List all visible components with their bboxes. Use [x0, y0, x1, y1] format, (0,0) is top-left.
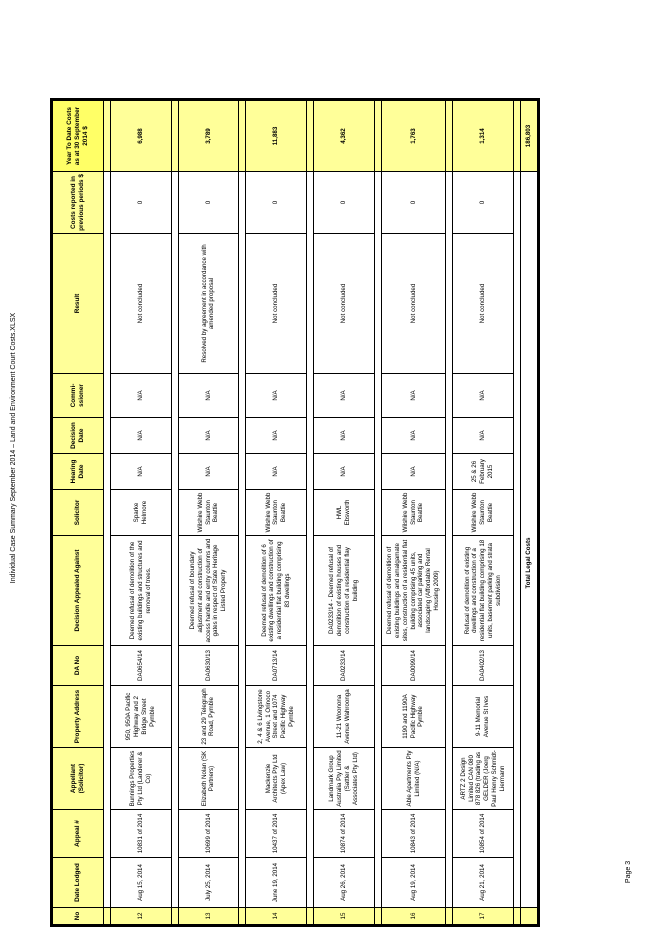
spacer-row	[374, 100, 381, 926]
cell-commissioner: N/A	[110, 374, 171, 418]
cell-ytd: 6,988	[110, 100, 171, 172]
cell-hearing: 25 & 26 February 2015	[453, 454, 514, 490]
cell-da: DA0630/13	[178, 646, 239, 686]
cell-date-lodged: Aug 15, 2014	[110, 858, 171, 908]
spacer-row	[239, 100, 246, 926]
cell-date-lodged: Aug 26, 2014	[313, 858, 374, 908]
cell-commissioner: N/A	[381, 374, 446, 418]
total-label: Total Legal Costs	[525, 537, 533, 589]
cell-appeal: 10831 of 2014	[110, 810, 171, 858]
cell-appeal: 10874 of 2014	[313, 810, 374, 858]
cell-commissioner: N/A	[313, 374, 374, 418]
cell-solicitor: Wilshire Webb Staunton Beattie	[178, 490, 239, 536]
cell-commissioner: N/A	[246, 374, 307, 418]
cell-costs-prev: 0	[178, 172, 239, 234]
cell-commissioner: N/A	[178, 374, 239, 418]
cell-ytd: 4,362	[313, 100, 374, 172]
cell-date-lodged: June 19, 2014	[246, 858, 307, 908]
cell-ytd: 1,314	[453, 100, 514, 172]
cell-appeal: 10843 of 2014	[381, 810, 446, 858]
cell-date-lodged: Aug 19, 2014	[381, 858, 446, 908]
cell-costs-prev: 0	[313, 172, 374, 234]
cell-property: 950, 950A Pacific Highway and 2 Bridge Street Pymble	[110, 686, 171, 748]
cell-date-lodged: July 25, 2014	[178, 858, 239, 908]
cell-decision-date: N/A	[453, 418, 514, 454]
document-title: Individual Case Summary September 2014 – Land and Environment Court Costs.XLSX	[10, 312, 17, 584]
header-decision: Decision Appealed Against	[52, 536, 104, 646]
cell-ytd: 1,763	[381, 100, 446, 172]
cell-no: 14	[246, 908, 307, 926]
spacer-row	[307, 100, 314, 926]
header-property: Property Address	[52, 686, 104, 748]
spacer-row	[171, 100, 178, 926]
cell-appellant: Able Apartments Pty Limited (N/A)	[381, 748, 446, 810]
cell-property: 2, 4 & 6 Livingstone Avenue, 1 Orinoco Street and 1074 Pacific Highway Pymble	[246, 686, 307, 748]
page-number: Page 3	[625, 860, 632, 884]
cell-solicitor: Wilshire Webb Staunton Beattie	[381, 490, 446, 536]
table-row	[381, 100, 446, 926]
total-value: 186,803	[520, 100, 538, 172]
header-solicitor: Solicitor	[52, 490, 104, 536]
cell-decision-date: N/A	[381, 418, 446, 454]
cell-commissioner: N/A	[453, 374, 514, 418]
cell-hearing: N/A	[246, 454, 307, 490]
cell-decision-date: N/A	[246, 418, 307, 454]
cell-da: DA0402/13	[453, 646, 514, 686]
cell-result: Not concluded	[110, 234, 171, 374]
cell-hearing: N/A	[313, 454, 374, 490]
cell-costs-prev: 0	[381, 172, 446, 234]
table-row	[453, 100, 514, 926]
cell-hearing: N/A	[381, 454, 446, 490]
cell-hearing: N/A	[178, 454, 239, 490]
cell-property: 11-21 Woonona Avenue Wahroonga	[313, 686, 374, 748]
cell-appellant: Bunnings Properties Pty Ltd (Landerer & Co)	[110, 748, 171, 810]
header-result: Result	[52, 234, 104, 374]
cell-da: DA0713/14	[246, 646, 307, 686]
cell-decision-date: N/A	[178, 418, 239, 454]
cell-appellant: Mackenzie Architects Pty Ltd (Apex Law)	[246, 748, 307, 810]
header-appellant: Appellant (Solicitor)	[52, 748, 104, 810]
header-hearing-date: Hearing Date	[52, 454, 104, 490]
spacer-row	[446, 100, 453, 926]
cell-decision: Refusal of demolition of existing dwellings and construction of a residential flat building comprising 18 units, basement parking and strata subdivision	[453, 536, 514, 646]
header-appeal: Appeal #	[52, 810, 104, 858]
cell-solicitor: Wilshire Webb Staunton Beattie	[246, 490, 307, 536]
header-row	[52, 100, 104, 926]
header-costs-prev: Costs reported in previous periods $	[52, 172, 104, 234]
cell-solicitor: HWL Ebsworth	[313, 490, 374, 536]
cell-hearing: N/A	[110, 454, 171, 490]
cell-decision: DA0233/14 - Deemed refusal of demolition of existing houses and construction of a residential flay building	[313, 536, 374, 646]
cell-property: 9-11 Memorial Avenue St Ives	[453, 686, 514, 748]
cell-da: DA0654/14	[110, 646, 171, 686]
cell-ytd: 11,883	[246, 100, 307, 172]
cell-costs-prev: 0	[246, 172, 307, 234]
cell-result: Not concluded	[246, 234, 307, 374]
header-decision-date: Decision Date	[52, 418, 104, 454]
header-ytd: Year To Date Costs as at 30 September 2014 $	[52, 100, 104, 172]
spacer-row	[104, 100, 111, 926]
rotated-report	[50, 101, 540, 927]
table-row	[178, 100, 239, 926]
cell-property: 1190 and 1190A Pacific Highway Pymble	[381, 686, 446, 748]
spacer-row	[514, 100, 521, 926]
header-commissioner: Commi-ssioner	[52, 374, 104, 418]
header-no: No	[52, 908, 104, 926]
cell-result: Not concluded	[313, 234, 374, 374]
cell-decision: Deemed refusal of demolition of 6 existing dwellings and construction of a residential flat building comprising 83 dwellings	[246, 536, 307, 646]
cell-da: DA0099/14	[381, 646, 446, 686]
cell-decision: Deemed refusal of demolition of the existing buildings and structures and removal of trees.	[110, 536, 171, 646]
cell-property: 23 and 29 Telegraph Road, Pymble	[178, 686, 239, 748]
cell-appellant: ARTZ 2 Design Limited CAN 080 878 826 (trading as GELDER (Joerg Paul Henry Schmidt-Liermann	[453, 748, 514, 810]
cell-no: 12	[110, 908, 171, 926]
cell-no: 13	[178, 908, 239, 926]
cell-costs-prev: 0	[453, 172, 514, 234]
header-da: DA No	[52, 646, 104, 686]
cell-decision-date: N/A	[110, 418, 171, 454]
cell-appeal: 10699 of 2014	[178, 810, 239, 858]
cell-result: Resolved by agreement in accordance with amended proposal	[178, 234, 239, 374]
table-row	[313, 100, 374, 926]
case-summary-table	[50, 98, 540, 927]
cell-costs-prev: 0	[110, 172, 171, 234]
cell-decision: Deemed refusal of demolition of existing buildings and amalgamate sites, construction of a residential flat building comprising 45 units, associated car parking and landscaping (Affordable Rental Housing 2009)	[381, 536, 446, 646]
header-date-lodged: Date Lodged	[52, 858, 104, 908]
cell-appeal: 10437 of 2014	[246, 810, 307, 858]
cell-decision: Deemed refusal of boundary adjustment and construction of access handle and entry columns and gates in respect of State Heritage Listed Property	[178, 536, 239, 646]
cell-da: DA0233/14	[313, 646, 374, 686]
cell-solicitor: Wilshire Webb Staunton Beattie	[453, 490, 514, 536]
cell-appeal: 10854 of 2014	[453, 810, 514, 858]
cell-solicitor: Sparke Helmore	[110, 490, 171, 536]
cell-no: 17	[453, 908, 514, 926]
cell-no: 15	[313, 908, 374, 926]
cell-decision-date: N/A	[313, 418, 374, 454]
cell-result: Not concluded	[381, 234, 446, 374]
cell-appellant: Elizabeth Nolan (SK Partners)	[178, 748, 239, 810]
cell-result: Not concluded	[453, 234, 514, 374]
cell-ytd: 3,789	[178, 100, 239, 172]
cell-no: 16	[381, 908, 446, 926]
table-row	[246, 100, 307, 926]
total-row	[520, 100, 538, 926]
table-row	[110, 100, 171, 926]
cell-date-lodged: Aug 21, 2014	[453, 858, 514, 908]
cell-appellant: Landmark Group Australia Pty Limited (Sattler & Associates Pty Ltd)	[313, 748, 374, 810]
